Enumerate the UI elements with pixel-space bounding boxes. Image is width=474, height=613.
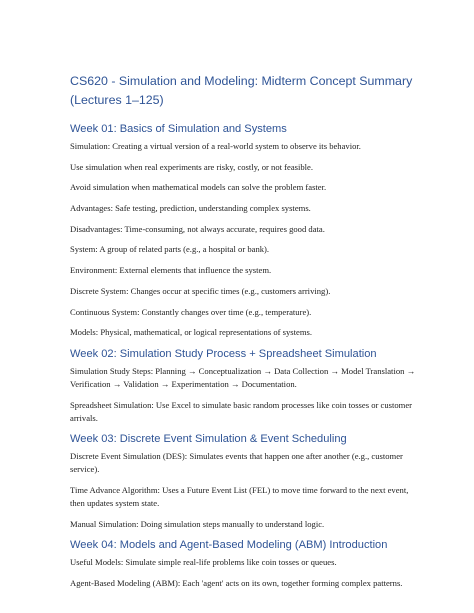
section-week-01 bbox=[70, 122, 416, 339]
paragraph: Continuous System: Constantly changes over time (e.g., temperature). bbox=[70, 306, 312, 317]
section-heading: Week 01: Basics of Simulation and Systems bbox=[70, 123, 287, 135]
paragraph: Discrete System: Changes occur at specific times (e.g., customers arriving). bbox=[70, 285, 331, 296]
paragraph: Manual Simulation: Doing simulation steps manually to understand logic. bbox=[70, 518, 325, 529]
paragraph: Use simulation when real experiments are risky, costly, or not feasible. bbox=[70, 161, 314, 172]
paragraph: Time Advance Algorithm: Uses a Future Event List (FEL) to move time forward to the next event, then updates system state. bbox=[70, 484, 409, 508]
section-week-03 bbox=[70, 432, 416, 530]
paragraph: Spreadsheet Simulation: Use Excel to simulate basic random processes like coin tosses or customer arrivals. bbox=[70, 399, 413, 423]
section-week-02 bbox=[70, 347, 416, 425]
paragraph: Simulation Study Steps: Planning → Conceptualization → Data Collection → Model Translation → Verification → Validation → Experimentation → Documentation. bbox=[70, 365, 416, 389]
paragraph: Avoid simulation when mathematical models can solve the problem faster. bbox=[70, 182, 327, 193]
section-heading: Week 02: Simulation Study Process + Spreadsheet Simulation bbox=[70, 347, 377, 360]
section-heading: Week 04: Models and Agent-Based Modeling (ABM) Introduction bbox=[70, 539, 388, 552]
section-week-04 bbox=[70, 538, 416, 590]
paragraph: Useful Models: Simulate simple real-life problems like coin tosses or queues. bbox=[70, 557, 337, 568]
paragraph: System: A group of related parts (e.g., a hospital or bank). bbox=[70, 244, 270, 255]
paragraph: Discrete Event Simulation (DES): Simulates events that happen one after another (e.g., customer service). bbox=[70, 451, 403, 475]
paragraph: Advantages: Safe testing, prediction, understanding complex systems. bbox=[70, 203, 311, 214]
document-body bbox=[70, 72, 416, 598]
section-heading: Week 03: Discrete Event Simulation & Event Scheduling bbox=[70, 433, 347, 446]
paragraph: Simulation: Creating a virtual version of a real-world system to observe its behavior. bbox=[70, 141, 361, 151]
paragraph: Environment: External elements that influence the system. bbox=[70, 265, 272, 276]
paragraph: Agent-Based Modeling (ABM): Each 'agent' acts on its own, together forming complex patterns. bbox=[70, 578, 403, 588]
document-title: CS620 - Simulation and Modeling: Midterm Concept Summary (Lectures 1–125) bbox=[70, 74, 413, 107]
paragraph: Disadvantages: Time-consuming, not always accurate, requires good data. bbox=[70, 223, 325, 234]
paragraph: Models: Physical, mathematical, or logical representations of systems. bbox=[70, 327, 313, 338]
